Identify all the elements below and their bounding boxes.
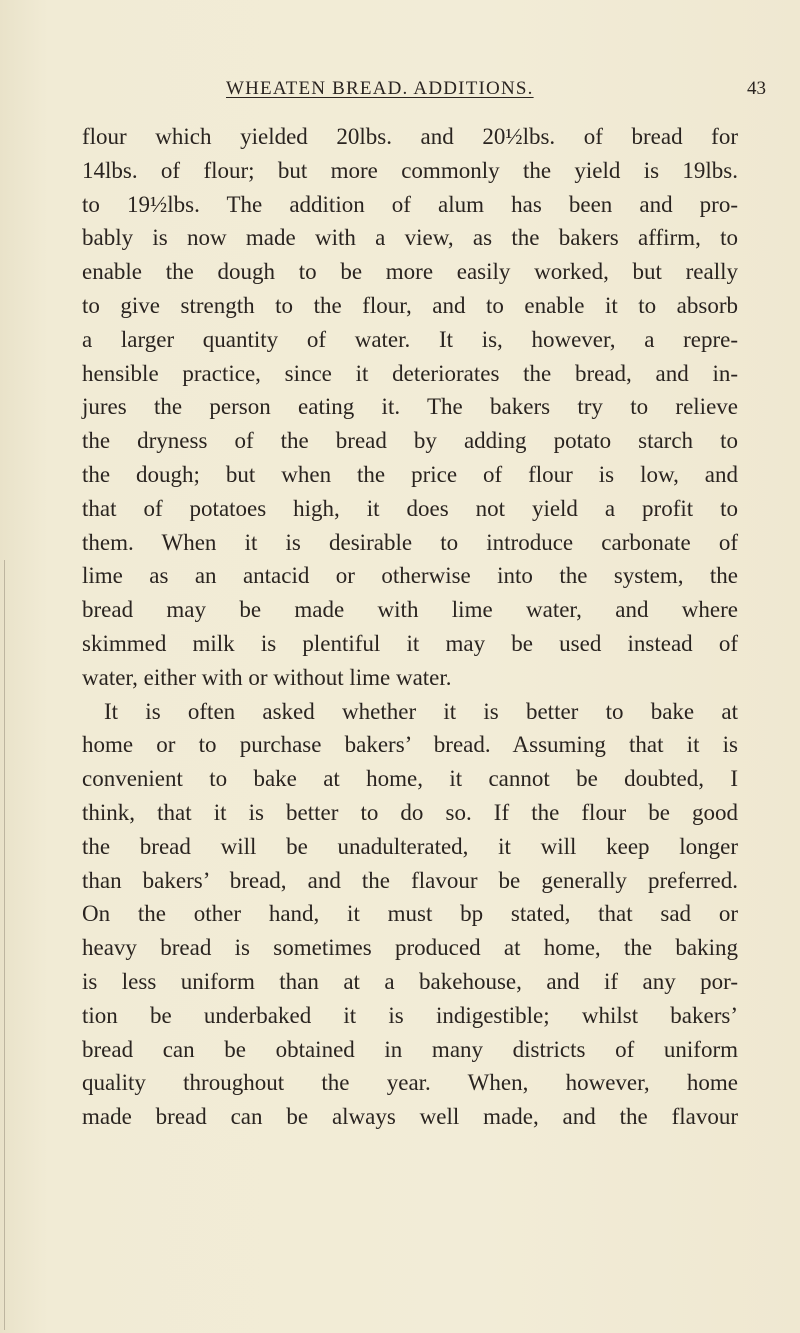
text-line: to 19½lbs. The addition of alum has been and pro-: [82, 191, 738, 217]
text-line: skimmed milk is plentiful it may be used instead of: [82, 630, 738, 656]
text-line-paragraph-start: It is often asked whether it is better to bake at: [104, 698, 738, 724]
text-line: bably is now made with a view, as the bakers affirm, to: [82, 225, 738, 251]
body-text: [82, 120, 738, 1134]
text-line: the dough; but when the price of flour is low, and: [82, 461, 738, 487]
text-line: flour which yielded 20lbs. and 20½lbs. of bread for: [82, 124, 738, 149]
text-line: than bakers’ bread, and the flavour be generally preferred.: [82, 867, 738, 893]
running-head: WHEATEN BREAD. ADDITIONS.: [226, 78, 534, 99]
text-line: is less uniform than at a bakehouse, and if any por-: [82, 968, 738, 994]
text-line: made bread can be always well made, and the flavour: [82, 1104, 738, 1130]
text-line: that of potatoes high, it does not yield a profit to: [82, 495, 738, 521]
page-number: 43: [747, 78, 766, 99]
text-line: lime as an antacid or otherwise into the system, the: [82, 563, 738, 589]
text-line: On the other hand, it must bp stated, that sad or: [82, 901, 738, 927]
binding-gutter-line: [4, 560, 5, 1330]
text-line: jures the person eating it. The bakers try to relieve: [82, 394, 738, 420]
text-line: to give strength to the flour, and to enable it to absorb: [82, 292, 738, 318]
text-line: heavy bread is sometimes produced at home, the baking: [82, 935, 738, 961]
text-line-paragraph-end: water, either with or without lime water.: [82, 664, 452, 690]
text-line: quality throughout the year. When, however, home: [82, 1070, 738, 1096]
text-line: the dryness of the bread by adding potato starch to: [82, 428, 738, 454]
page-header: [0, 78, 800, 108]
text-line: the bread will be unadulterated, it will keep longer: [82, 833, 738, 859]
text-line: home or to purchase bakers’ bread. Assuming that it is: [82, 732, 738, 758]
text-line: hensible practice, since it deteriorates the bread, and in-: [82, 360, 738, 386]
text-line: them. When it is desirable to introduce carbonate of: [82, 529, 738, 555]
text-line: a larger quantity of water. It is, however, a repre-: [82, 326, 738, 352]
text-line: tion be underbaked it is indigestible; whilst bakers’: [82, 1002, 738, 1028]
text-line: think, that it is better to do so. If the flour be good: [82, 799, 738, 825]
text-line: bread can be obtained in many districts of uniform: [82, 1036, 738, 1062]
text-line: 14lbs. of flour; but more commonly the yield is 19lbs.: [82, 157, 738, 183]
text-line: enable the dough to be more easily worked, but really: [82, 259, 738, 285]
text-line: convenient to bake at home, it cannot be doubted, I: [82, 766, 738, 792]
text-line: bread may be made with lime water, and where: [82, 597, 738, 623]
